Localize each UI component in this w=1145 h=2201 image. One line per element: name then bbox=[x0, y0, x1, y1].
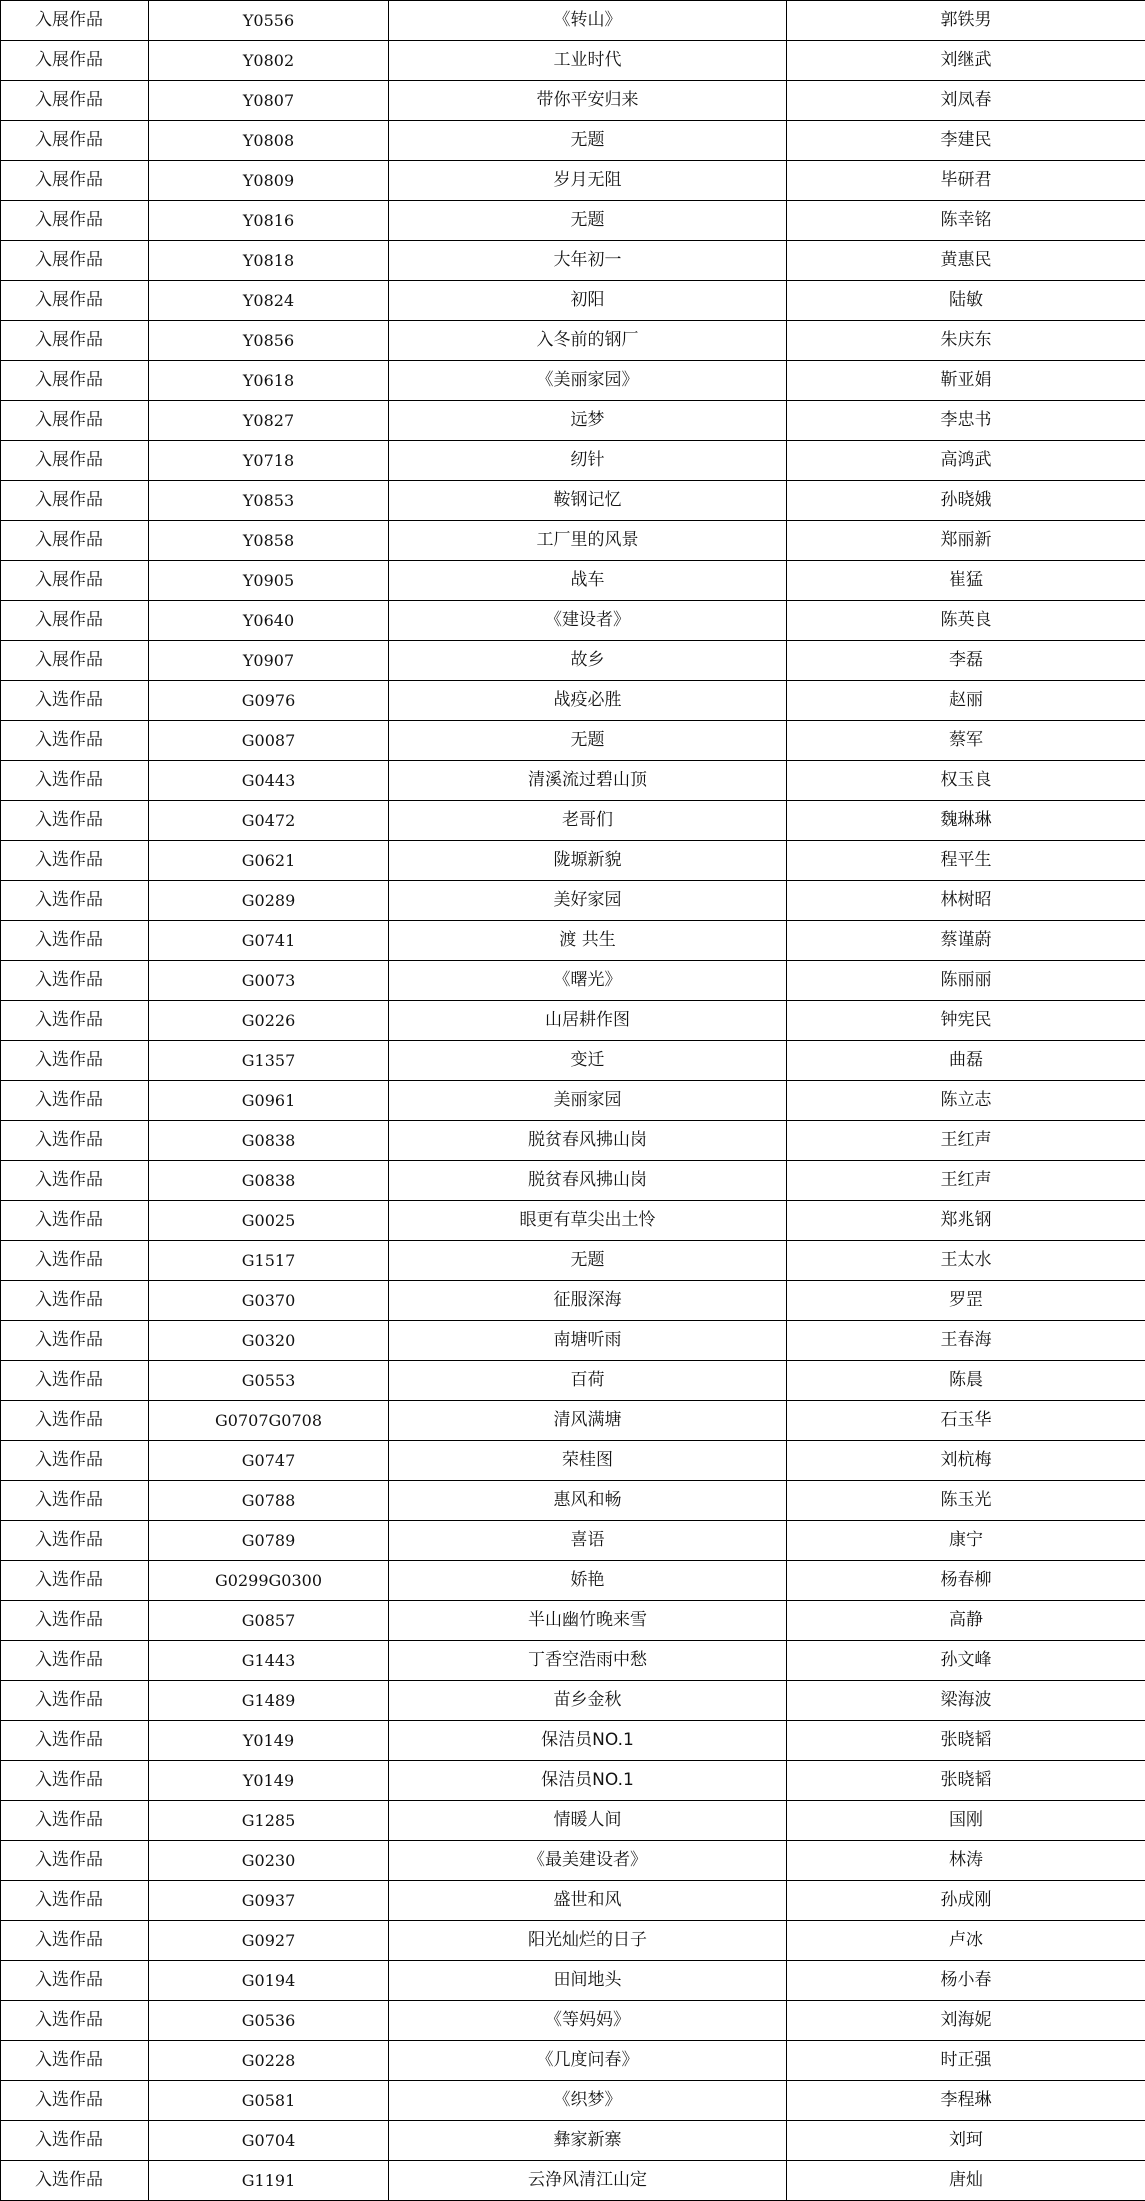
work-code-cell: G0025 bbox=[149, 1201, 389, 1241]
work-code-cell: G0707G0708 bbox=[149, 1401, 389, 1441]
table-row bbox=[1, 1001, 1145, 1041]
work-code-cell: G0230 bbox=[149, 1841, 389, 1881]
author-cell: 王红声 bbox=[787, 1161, 1145, 1201]
category-cell: 入展作品 bbox=[1, 161, 149, 201]
author-cell: 李忠书 bbox=[787, 401, 1145, 441]
work-title-cell: 阳光灿烂的日子 bbox=[389, 1921, 787, 1961]
work-code-cell: G0472 bbox=[149, 801, 389, 841]
category-cell: 入展作品 bbox=[1, 1, 149, 41]
category-cell: 入选作品 bbox=[1, 1001, 149, 1041]
work-title-cell: 盛世和风 bbox=[389, 1881, 787, 1921]
work-title-cell: 故乡 bbox=[389, 641, 787, 681]
table-row bbox=[1, 521, 1145, 561]
work-code-cell: G0370 bbox=[149, 1281, 389, 1321]
author-cell: 孙晓娥 bbox=[787, 481, 1145, 521]
table-row bbox=[1, 921, 1145, 961]
author-cell: 梁海波 bbox=[787, 1681, 1145, 1721]
table-row bbox=[1, 1121, 1145, 1161]
work-code-cell: G0789 bbox=[149, 1521, 389, 1561]
table-row bbox=[1, 481, 1145, 521]
author-cell: 魏琳琳 bbox=[787, 801, 1145, 841]
work-title-cell: 《曙光》 bbox=[389, 961, 787, 1001]
author-cell: 国刚 bbox=[787, 1801, 1145, 1841]
table-row bbox=[1, 561, 1145, 601]
category-cell: 入展作品 bbox=[1, 561, 149, 601]
work-title-cell: 无题 bbox=[389, 1241, 787, 1281]
author-cell: 蔡谨蔚 bbox=[787, 921, 1145, 961]
author-cell: 王红声 bbox=[787, 1121, 1145, 1161]
author-cell: 陆敏 bbox=[787, 281, 1145, 321]
work-code-cell: G0443 bbox=[149, 761, 389, 801]
work-code-cell: G0194 bbox=[149, 1961, 389, 2001]
author-cell: 刘海妮 bbox=[787, 2001, 1145, 2041]
category-cell: 入选作品 bbox=[1, 1561, 149, 1601]
author-cell: 刘珂 bbox=[787, 2121, 1145, 2161]
work-code-cell: G0553 bbox=[149, 1361, 389, 1401]
table-row bbox=[1, 1081, 1145, 1121]
author-cell: 陈英良 bbox=[787, 601, 1145, 641]
table-row bbox=[1, 441, 1145, 481]
work-title-cell: 无题 bbox=[389, 121, 787, 161]
work-title-cell: 保洁员NO.1 bbox=[389, 1721, 787, 1761]
author-cell: 陈丽丽 bbox=[787, 961, 1145, 1001]
work-title-cell: 《等妈妈》 bbox=[389, 2001, 787, 2041]
work-title-cell: 情暖人间 bbox=[389, 1801, 787, 1841]
category-cell: 入选作品 bbox=[1, 961, 149, 1001]
author-cell: 李程琳 bbox=[787, 2081, 1145, 2121]
table-row bbox=[1, 841, 1145, 881]
work-code-cell: Y0809 bbox=[149, 161, 389, 201]
table-row bbox=[1, 1761, 1145, 1801]
table-row bbox=[1, 1801, 1145, 1841]
table-row bbox=[1, 2161, 1145, 2201]
category-cell: 入选作品 bbox=[1, 1161, 149, 1201]
category-cell: 入选作品 bbox=[1, 1281, 149, 1321]
category-cell: 入选作品 bbox=[1, 1841, 149, 1881]
table-row bbox=[1, 2081, 1145, 2121]
author-cell: 刘杭梅 bbox=[787, 1441, 1145, 1481]
category-cell: 入选作品 bbox=[1, 1081, 149, 1121]
table-row bbox=[1, 1881, 1145, 1921]
work-code-cell: G0299G0300 bbox=[149, 1561, 389, 1601]
work-title-cell: 入冬前的钢厂 bbox=[389, 321, 787, 361]
table-row bbox=[1, 1281, 1145, 1321]
work-code-cell: G0536 bbox=[149, 2001, 389, 2041]
work-title-cell: 田间地头 bbox=[389, 1961, 787, 2001]
table-row bbox=[1, 161, 1145, 201]
category-cell: 入选作品 bbox=[1, 1801, 149, 1841]
work-code-cell: Y0149 bbox=[149, 1761, 389, 1801]
work-title-cell: 南塘听雨 bbox=[389, 1321, 787, 1361]
table-row bbox=[1, 761, 1145, 801]
work-code-cell: Y0818 bbox=[149, 241, 389, 281]
table-row bbox=[1, 1841, 1145, 1881]
category-cell: 入展作品 bbox=[1, 321, 149, 361]
author-cell: 陈晨 bbox=[787, 1361, 1145, 1401]
work-code-cell: G0621 bbox=[149, 841, 389, 881]
category-cell: 入选作品 bbox=[1, 1961, 149, 2001]
work-code-cell: G0838 bbox=[149, 1121, 389, 1161]
work-title-cell: 半山幽竹晚来雪 bbox=[389, 1601, 787, 1641]
work-code-cell: Y0853 bbox=[149, 481, 389, 521]
category-cell: 入选作品 bbox=[1, 1681, 149, 1721]
category-cell: 入展作品 bbox=[1, 481, 149, 521]
work-code-cell: G0838 bbox=[149, 1161, 389, 1201]
work-code-cell: Y0556 bbox=[149, 1, 389, 41]
category-cell: 入选作品 bbox=[1, 801, 149, 841]
work-title-cell: 荣桂图 bbox=[389, 1441, 787, 1481]
table-row bbox=[1, 41, 1145, 81]
work-code-cell: G1191 bbox=[149, 2161, 389, 2201]
category-cell: 入选作品 bbox=[1, 1521, 149, 1561]
category-cell: 入展作品 bbox=[1, 281, 149, 321]
category-cell: 入选作品 bbox=[1, 841, 149, 881]
work-title-cell: 眼更有草尖出土怜 bbox=[389, 1201, 787, 1241]
work-title-cell: 《最美建设者》 bbox=[389, 1841, 787, 1881]
author-cell: 李建民 bbox=[787, 121, 1145, 161]
work-code-cell: G0747 bbox=[149, 1441, 389, 1481]
work-title-cell: 彝家新寨 bbox=[389, 2121, 787, 2161]
work-code-cell: Y0802 bbox=[149, 41, 389, 81]
table-row bbox=[1, 1721, 1145, 1761]
author-cell: 朱庆东 bbox=[787, 321, 1145, 361]
work-title-cell: 喜语 bbox=[389, 1521, 787, 1561]
table-row bbox=[1, 681, 1145, 721]
author-cell: 陈幸铭 bbox=[787, 201, 1145, 241]
work-title-cell: 丁香空浩雨中愁 bbox=[389, 1641, 787, 1681]
table-row bbox=[1, 1601, 1145, 1641]
work-title-cell: 初阳 bbox=[389, 281, 787, 321]
author-cell: 钟宪民 bbox=[787, 1001, 1145, 1041]
table-row bbox=[1, 1321, 1145, 1361]
work-title-cell: 带你平安归来 bbox=[389, 81, 787, 121]
work-title-cell: 《织梦》 bbox=[389, 2081, 787, 2121]
category-cell: 入展作品 bbox=[1, 601, 149, 641]
author-cell: 陈立志 bbox=[787, 1081, 1145, 1121]
table-row bbox=[1, 241, 1145, 281]
category-cell: 入选作品 bbox=[1, 1721, 149, 1761]
category-cell: 入选作品 bbox=[1, 1041, 149, 1081]
author-cell: 唐灿 bbox=[787, 2161, 1145, 2201]
category-cell: 入选作品 bbox=[1, 1481, 149, 1521]
work-code-cell: Y0824 bbox=[149, 281, 389, 321]
table-row bbox=[1, 1481, 1145, 1521]
author-cell: 杨春柳 bbox=[787, 1561, 1145, 1601]
category-cell: 入选作品 bbox=[1, 1201, 149, 1241]
work-code-cell: Y0808 bbox=[149, 121, 389, 161]
work-title-cell: 惠风和畅 bbox=[389, 1481, 787, 1521]
work-code-cell: G0226 bbox=[149, 1001, 389, 1041]
work-title-cell: 老哥们 bbox=[389, 801, 787, 841]
table-row bbox=[1, 2001, 1145, 2041]
category-cell: 入选作品 bbox=[1, 2121, 149, 2161]
work-title-cell: 征服深海 bbox=[389, 1281, 787, 1321]
category-cell: 入选作品 bbox=[1, 1641, 149, 1681]
author-cell: 石玉华 bbox=[787, 1401, 1145, 1441]
category-cell: 入选作品 bbox=[1, 881, 149, 921]
category-cell: 入选作品 bbox=[1, 2161, 149, 2201]
work-title-cell: 美丽家园 bbox=[389, 1081, 787, 1121]
work-title-cell: 大年初一 bbox=[389, 241, 787, 281]
table-row bbox=[1, 361, 1145, 401]
work-title-cell: 工厂里的风景 bbox=[389, 521, 787, 561]
category-cell: 入选作品 bbox=[1, 1321, 149, 1361]
work-title-cell: 美好家园 bbox=[389, 881, 787, 921]
table-row bbox=[1, 1561, 1145, 1601]
author-cell: 刘继武 bbox=[787, 41, 1145, 81]
work-title-cell: 《几度问春》 bbox=[389, 2041, 787, 2081]
work-title-cell: 鞍钢记忆 bbox=[389, 481, 787, 521]
work-title-cell: 无题 bbox=[389, 201, 787, 241]
work-code-cell: G1285 bbox=[149, 1801, 389, 1841]
author-cell: 卢冰 bbox=[787, 1921, 1145, 1961]
author-cell: 张晓韬 bbox=[787, 1721, 1145, 1761]
author-cell: 林涛 bbox=[787, 1841, 1145, 1881]
work-code-cell: G0976 bbox=[149, 681, 389, 721]
work-title-cell: 《转山》 bbox=[389, 1, 787, 41]
work-title-cell: 《建设者》 bbox=[389, 601, 787, 641]
table-row bbox=[1, 1681, 1145, 1721]
author-cell: 高静 bbox=[787, 1601, 1145, 1641]
author-cell: 陈玉光 bbox=[787, 1481, 1145, 1521]
table-row bbox=[1, 1361, 1145, 1401]
table-row bbox=[1, 721, 1145, 761]
table-row bbox=[1, 961, 1145, 1001]
table-row bbox=[1, 1641, 1145, 1681]
work-code-cell: G1443 bbox=[149, 1641, 389, 1681]
work-code-cell: G0289 bbox=[149, 881, 389, 921]
author-cell: 时正强 bbox=[787, 2041, 1145, 2081]
work-title-cell: 娇艳 bbox=[389, 1561, 787, 1601]
table-row bbox=[1, 1041, 1145, 1081]
author-cell: 权玉良 bbox=[787, 761, 1145, 801]
category-cell: 入展作品 bbox=[1, 121, 149, 161]
category-cell: 入选作品 bbox=[1, 1601, 149, 1641]
category-cell: 入展作品 bbox=[1, 361, 149, 401]
work-title-cell: 渡 共生 bbox=[389, 921, 787, 961]
table-row bbox=[1, 1521, 1145, 1561]
author-cell: 孙文峰 bbox=[787, 1641, 1145, 1681]
work-code-cell: G0073 bbox=[149, 961, 389, 1001]
category-cell: 入选作品 bbox=[1, 721, 149, 761]
category-cell: 入选作品 bbox=[1, 2041, 149, 2081]
work-code-cell: G0927 bbox=[149, 1921, 389, 1961]
work-title-cell: 《美丽家园》 bbox=[389, 361, 787, 401]
work-code-cell: G0741 bbox=[149, 921, 389, 961]
category-cell: 入选作品 bbox=[1, 2001, 149, 2041]
table-row bbox=[1, 121, 1145, 161]
table-row bbox=[1, 641, 1145, 681]
work-title-cell: 脱贫春风拂山岗 bbox=[389, 1161, 787, 1201]
table-row bbox=[1, 1921, 1145, 1961]
author-cell: 孙成刚 bbox=[787, 1881, 1145, 1921]
author-cell: 黄惠民 bbox=[787, 241, 1145, 281]
category-cell: 入展作品 bbox=[1, 401, 149, 441]
author-cell: 赵丽 bbox=[787, 681, 1145, 721]
author-cell: 张晓韬 bbox=[787, 1761, 1145, 1801]
category-cell: 入选作品 bbox=[1, 1921, 149, 1961]
author-cell: 曲磊 bbox=[787, 1041, 1145, 1081]
category-cell: 入选作品 bbox=[1, 1121, 149, 1161]
work-code-cell: G0788 bbox=[149, 1481, 389, 1521]
work-code-cell: Y0640 bbox=[149, 601, 389, 641]
author-cell: 崔猛 bbox=[787, 561, 1145, 601]
category-cell: 入选作品 bbox=[1, 2081, 149, 2121]
table-row bbox=[1, 2041, 1145, 2081]
work-title-cell: 无题 bbox=[389, 721, 787, 761]
work-title-cell: 变迁 bbox=[389, 1041, 787, 1081]
work-code-cell: Y0149 bbox=[149, 1721, 389, 1761]
category-cell: 入展作品 bbox=[1, 441, 149, 481]
author-cell: 李磊 bbox=[787, 641, 1145, 681]
results-table-body bbox=[1, 1, 1145, 2201]
author-cell: 郭铁男 bbox=[787, 1, 1145, 41]
author-cell: 刘凤春 bbox=[787, 81, 1145, 121]
work-title-cell: 脱贫春风拂山岗 bbox=[389, 1121, 787, 1161]
work-title-cell: 山居耕作图 bbox=[389, 1001, 787, 1041]
work-code-cell: Y0816 bbox=[149, 201, 389, 241]
work-title-cell: 苗乡金秋 bbox=[389, 1681, 787, 1721]
table-row bbox=[1, 1241, 1145, 1281]
author-cell: 王春海 bbox=[787, 1321, 1145, 1361]
table-row bbox=[1, 201, 1145, 241]
work-title-cell: 云浄风清江山定 bbox=[389, 2161, 787, 2201]
work-title-cell: 纫针 bbox=[389, 441, 787, 481]
table-row bbox=[1, 401, 1145, 441]
work-code-cell: G0937 bbox=[149, 1881, 389, 1921]
work-code-cell: G0581 bbox=[149, 2081, 389, 2121]
author-cell: 高鸿武 bbox=[787, 441, 1145, 481]
work-title-cell: 远梦 bbox=[389, 401, 787, 441]
work-title-cell: 岁月无阻 bbox=[389, 161, 787, 201]
work-code-cell: Y0827 bbox=[149, 401, 389, 441]
category-cell: 入选作品 bbox=[1, 1761, 149, 1801]
category-cell: 入展作品 bbox=[1, 41, 149, 81]
work-title-cell: 百荷 bbox=[389, 1361, 787, 1401]
table-row bbox=[1, 1161, 1145, 1201]
work-code-cell: G1357 bbox=[149, 1041, 389, 1081]
table-row bbox=[1, 1201, 1145, 1241]
work-code-cell: G0320 bbox=[149, 1321, 389, 1361]
category-cell: 入展作品 bbox=[1, 641, 149, 681]
author-cell: 程平生 bbox=[787, 841, 1145, 881]
author-cell: 靳亚娟 bbox=[787, 361, 1145, 401]
table-row bbox=[1, 281, 1145, 321]
work-code-cell: Y0618 bbox=[149, 361, 389, 401]
table-row bbox=[1, 2121, 1145, 2161]
author-cell: 杨小春 bbox=[787, 1961, 1145, 2001]
category-cell: 入选作品 bbox=[1, 1401, 149, 1441]
work-title-cell: 战疫必胜 bbox=[389, 681, 787, 721]
table-row bbox=[1, 1961, 1145, 2001]
work-code-cell: Y0718 bbox=[149, 441, 389, 481]
work-code-cell: G0704 bbox=[149, 2121, 389, 2161]
work-code-cell: G1489 bbox=[149, 1681, 389, 1721]
table-row bbox=[1, 1441, 1145, 1481]
work-code-cell: G0087 bbox=[149, 721, 389, 761]
category-cell: 入选作品 bbox=[1, 1241, 149, 1281]
work-code-cell: Y0858 bbox=[149, 521, 389, 561]
work-code-cell: Y0907 bbox=[149, 641, 389, 681]
work-title-cell: 保洁员NO.1 bbox=[389, 1761, 787, 1801]
author-cell: 林树昭 bbox=[787, 881, 1145, 921]
work-code-cell: G0961 bbox=[149, 1081, 389, 1121]
work-code-cell: G1517 bbox=[149, 1241, 389, 1281]
category-cell: 入展作品 bbox=[1, 201, 149, 241]
table-row bbox=[1, 801, 1145, 841]
author-cell: 康宁 bbox=[787, 1521, 1145, 1561]
work-code-cell: Y0807 bbox=[149, 81, 389, 121]
author-cell: 蔡军 bbox=[787, 721, 1145, 761]
table-row bbox=[1, 1, 1145, 41]
table-row bbox=[1, 81, 1145, 121]
work-title-cell: 陇塬新貌 bbox=[389, 841, 787, 881]
author-cell: 罗罡 bbox=[787, 1281, 1145, 1321]
category-cell: 入展作品 bbox=[1, 521, 149, 561]
category-cell: 入选作品 bbox=[1, 1441, 149, 1481]
category-cell: 入选作品 bbox=[1, 1881, 149, 1921]
work-title-cell: 清溪流过碧山顶 bbox=[389, 761, 787, 801]
work-code-cell: G0857 bbox=[149, 1601, 389, 1641]
author-cell: 郑丽新 bbox=[787, 521, 1145, 561]
work-code-cell: Y0856 bbox=[149, 321, 389, 361]
table-row bbox=[1, 881, 1145, 921]
author-cell: 毕研君 bbox=[787, 161, 1145, 201]
category-cell: 入展作品 bbox=[1, 81, 149, 121]
work-title-cell: 工业时代 bbox=[389, 41, 787, 81]
table-row bbox=[1, 1401, 1145, 1441]
category-cell: 入选作品 bbox=[1, 1361, 149, 1401]
table-row bbox=[1, 321, 1145, 361]
category-cell: 入选作品 bbox=[1, 921, 149, 961]
category-cell: 入选作品 bbox=[1, 761, 149, 801]
category-cell: 入展作品 bbox=[1, 241, 149, 281]
work-title-cell: 战车 bbox=[389, 561, 787, 601]
author-cell: 郑兆钢 bbox=[787, 1201, 1145, 1241]
category-cell: 入选作品 bbox=[1, 681, 149, 721]
table-row bbox=[1, 601, 1145, 641]
author-cell: 王太水 bbox=[787, 1241, 1145, 1281]
work-title-cell: 清风满塘 bbox=[389, 1401, 787, 1441]
work-code-cell: Y0905 bbox=[149, 561, 389, 601]
work-code-cell: G0228 bbox=[149, 2041, 389, 2081]
